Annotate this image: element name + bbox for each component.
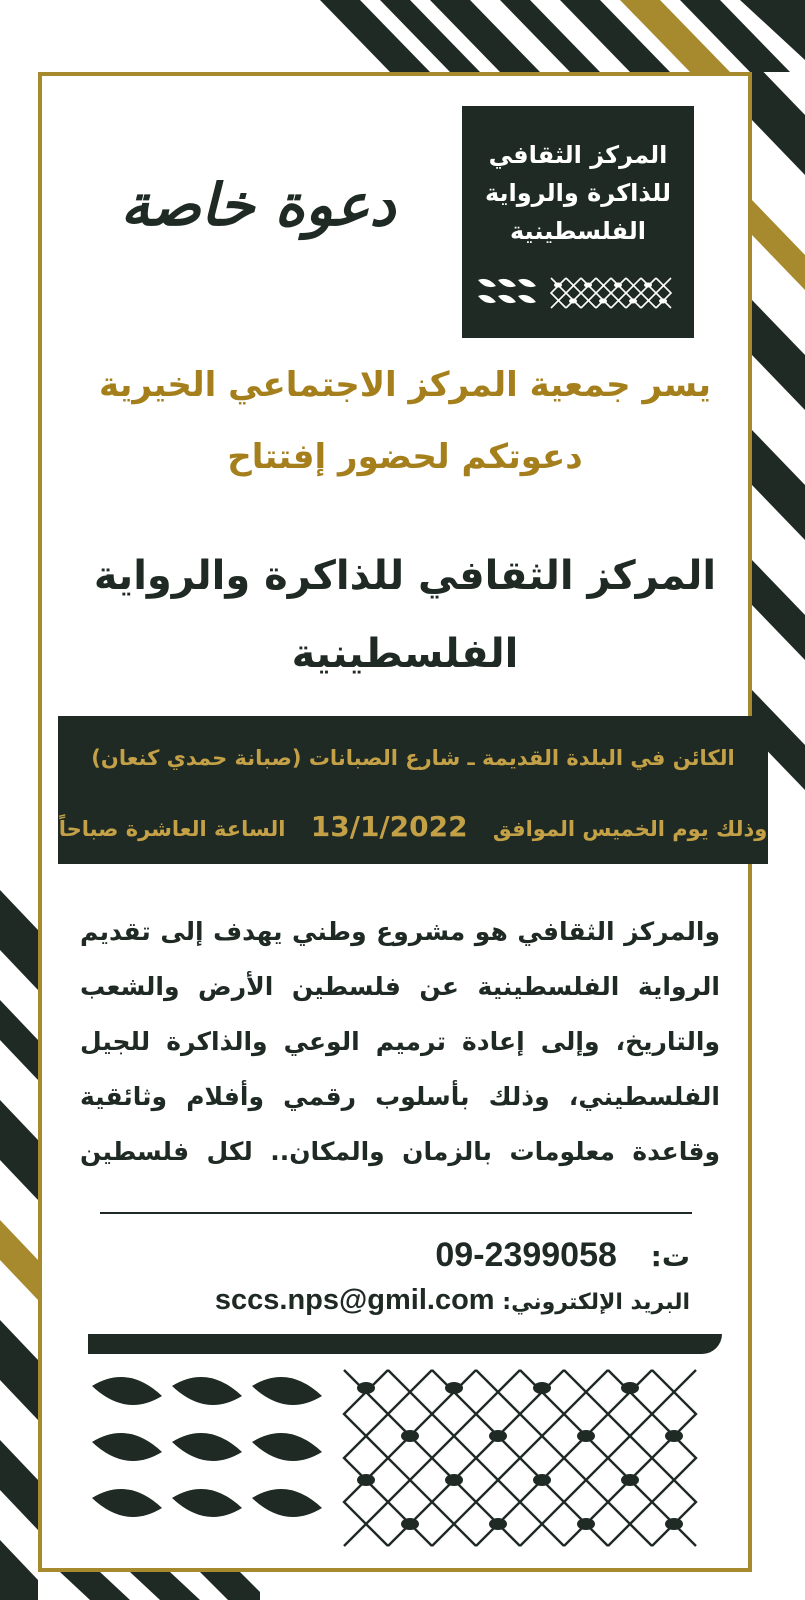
email-address: sccs.nps@gmil.com [214,1284,495,1316]
details-band [58,716,768,864]
day-prefix: وذلك يوم الخميس الموافق [492,817,768,841]
center-logo [462,106,694,338]
location-text: الكائن في البلدة القديمة ـ شارع الصبانات (صبانة حمدي كنعان) [91,746,735,770]
email-row [130,1284,690,1317]
phone-number: 09-2399058 [435,1236,617,1274]
center-name-line-2: الفلسطينية [291,631,519,677]
logo-line-1: المركز الثقافي [488,141,668,169]
event-time: الساعة العاشرة صباحاً [58,817,286,841]
center-name-line-1: المركز الثقافي للذاكرة والرواية [93,553,717,599]
phone-label: ت: [650,1240,690,1273]
email-label: البريد الإلكتروني: [502,1290,690,1315]
description-line: والمركز الثقافي هو مشروع وطني يهدف إلى تقديم [80,917,720,946]
intro-line-2: دعوتكم لحضور إفتتاح [227,437,583,477]
logo-line-2: للذاكرة والرواية [484,179,672,207]
description-line: الرواية الفلسطينية عن فلسطين الأرض والشعب [80,972,720,1001]
invitation-title [98,140,418,270]
description-line: وقاعدة معلومات بالزمان والمكان.. لكل فلسطين [80,1137,720,1166]
divider [100,1212,692,1214]
event-date: 13/1/2022 [310,810,468,843]
logo-pattern [476,274,680,316]
description-line: والتاريخ، وإلى إعادة ترميم الوعي والذاكرة للجيل [80,1027,720,1056]
description-line: الفلسطيني، وذلك بأسلوب رقمي وأفلام وثائقية [80,1082,720,1111]
intro-line-1: يسر جمعية المركز الاجتماعي الخيرية [98,365,712,405]
bottom-pattern [88,1366,722,1556]
phone-row [130,1236,690,1275]
logo-line-3: الفلسطينية [509,217,647,245]
invitation-word: دعوة خاصة [120,171,396,239]
bottom-bar [88,1334,722,1354]
date-time-line [58,810,768,843]
